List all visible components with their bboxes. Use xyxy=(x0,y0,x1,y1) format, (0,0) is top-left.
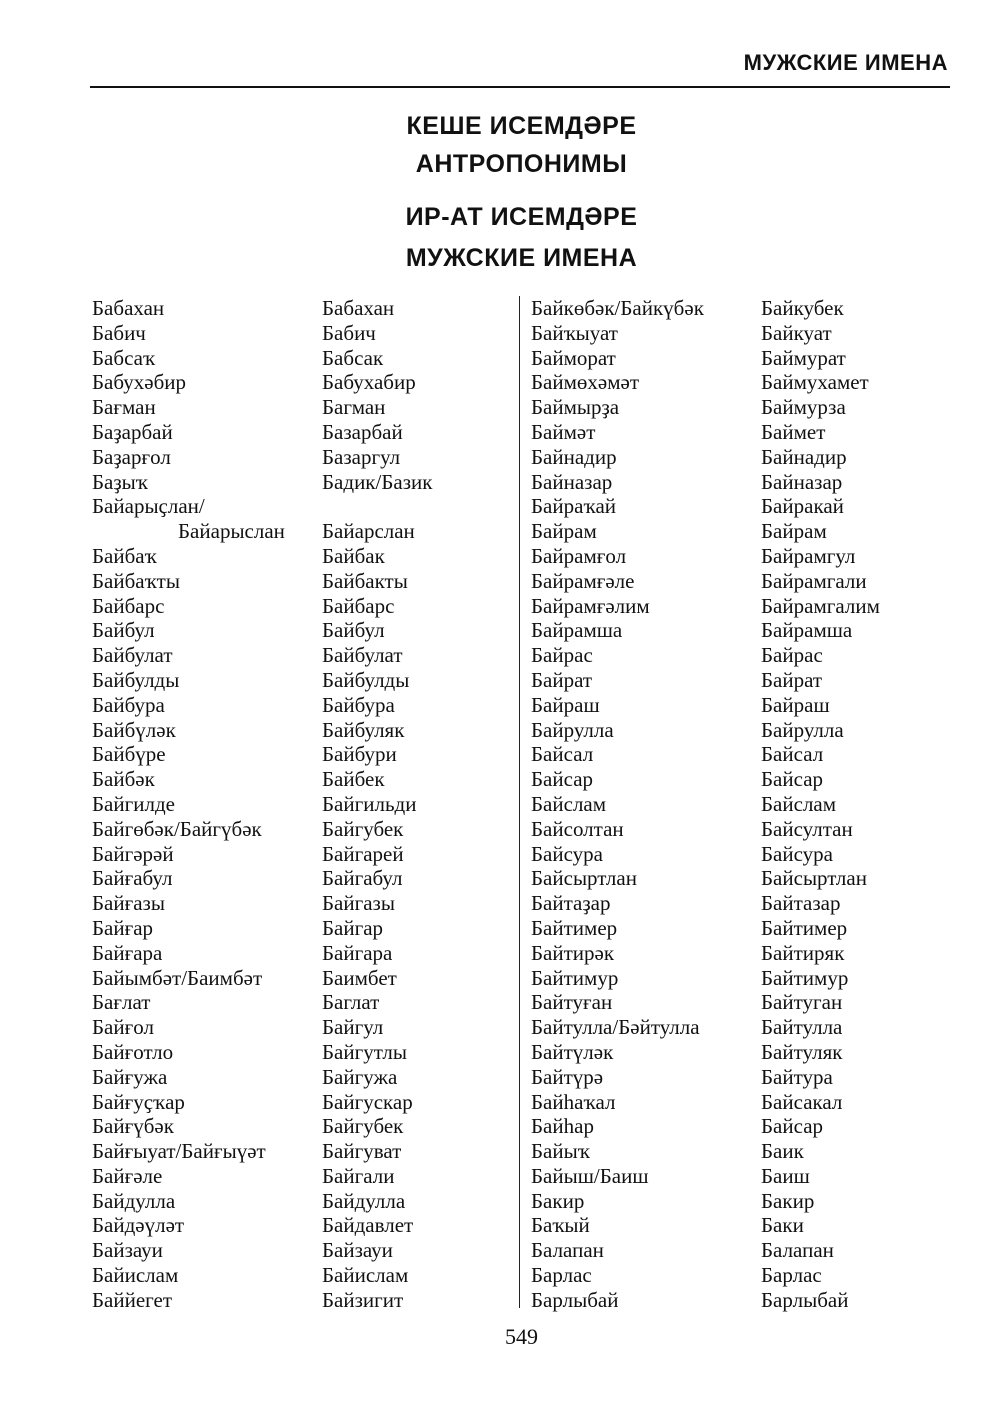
name-column-russian-left xyxy=(322,296,432,1313)
name-entry: Байтимур xyxy=(531,965,619,990)
name-entry: Байслам xyxy=(531,791,607,816)
name-entry: Байдавлет xyxy=(322,1213,414,1238)
name-entry: Баимбет xyxy=(322,965,397,990)
name-entry: Байгускар xyxy=(322,1089,413,1114)
name-entry: Бабухабир xyxy=(322,370,416,395)
name-entry: Бабич xyxy=(322,320,376,345)
name-entry: Байсолтан xyxy=(531,816,624,841)
name-entry: Байгилде xyxy=(92,791,175,816)
name-entry: Байдулла xyxy=(92,1188,176,1213)
name-entry: Байраҡай xyxy=(531,494,617,519)
name-entry: Байрам xyxy=(761,519,827,544)
name-entry: Баймурза xyxy=(761,395,846,420)
name-entry: Багман xyxy=(322,395,386,420)
name-entry: Байгубек xyxy=(322,1114,404,1139)
name-entry: Байгара xyxy=(322,940,393,965)
name-entry: Байбәк xyxy=(92,767,155,792)
name-entry: Балапан xyxy=(761,1238,834,1263)
name-entry: Базаргул xyxy=(322,444,401,469)
name-entry: Байбури xyxy=(322,742,397,767)
header-rule xyxy=(90,86,950,88)
name-entry: Байслам xyxy=(761,791,837,816)
name-entry: Байкуат xyxy=(761,320,832,345)
name-entry: Баглат xyxy=(322,990,380,1015)
page-number: 549 xyxy=(505,1324,538,1349)
section-heading-russian: МУЖСКИЕ ИМЕНА xyxy=(405,244,638,272)
name-entry: Байбек xyxy=(322,767,385,792)
name-entry: Баҡый xyxy=(531,1213,590,1238)
name-entry: Байтирәк xyxy=(531,940,615,965)
name-entry: Байкубек xyxy=(761,296,844,320)
name-entry: Байарслан xyxy=(322,519,415,544)
name-entry: Баиш xyxy=(761,1163,810,1188)
name-entry: Байрамша xyxy=(761,618,853,643)
name-entry: Байтуған xyxy=(531,990,613,1015)
name-entry: Бабахан xyxy=(322,296,395,320)
name-entry: Бағлат xyxy=(92,990,151,1015)
name-entry: Байсакал xyxy=(761,1089,843,1114)
name-entry: Баййегет xyxy=(92,1287,173,1312)
name-entry: Байтүрә xyxy=(531,1064,604,1089)
name-column-bashkir-right xyxy=(531,296,704,1313)
name-entry: Байбура xyxy=(322,692,395,717)
name-entry: Байбак xyxy=(322,543,385,568)
name-entry: Байгарей xyxy=(322,841,404,866)
name-entry: Байзигит xyxy=(322,1287,404,1312)
name-entry: Байраш xyxy=(531,692,600,717)
name-entry: Байтиряк xyxy=(761,940,845,965)
name-entry: Байрат xyxy=(531,667,593,692)
name-entry: Балапан xyxy=(531,1238,604,1263)
name-entry: Байғар xyxy=(92,915,154,940)
name-entry: Байбулат xyxy=(322,643,403,668)
name-column-bashkir-left xyxy=(92,296,285,1313)
name-entry: Байморат xyxy=(531,345,616,370)
name-entry: Баки xyxy=(761,1213,804,1238)
name-entry: Байкөбәк/Байкүбәк xyxy=(531,296,704,320)
name-entry: Байғужа xyxy=(92,1064,168,1089)
name-entry: Барлас xyxy=(761,1263,822,1288)
name-entry: Байтимер xyxy=(761,915,848,940)
name-entry: Баймет xyxy=(761,419,826,444)
name-entry: Байыш/Баиш xyxy=(531,1163,649,1188)
name-entry: Байзауи xyxy=(92,1238,163,1263)
name-entry: Байрамгул xyxy=(761,543,856,568)
name-entry: Байсыртлан xyxy=(531,866,637,891)
name-entry: Баҙыҡ xyxy=(92,469,148,494)
name-entry: Байназар xyxy=(531,469,613,494)
name-entry: Байсал xyxy=(761,742,824,767)
name-entry: Базарбай xyxy=(322,419,403,444)
name-entry: Байгар xyxy=(322,915,384,940)
name-entry: Байгәрәй xyxy=(92,841,174,866)
name-entry: Байтазар xyxy=(761,891,841,916)
column-divider xyxy=(519,296,520,1308)
name-entry: Байрас xyxy=(531,643,593,668)
name-entry: Байбүре xyxy=(92,742,166,767)
name-entry: Байрат xyxy=(761,667,823,692)
name-entry: Байдулла xyxy=(322,1188,406,1213)
name-entry: Бадик/Базик xyxy=(322,469,433,494)
name-entry: Байракай xyxy=(761,494,844,519)
title-russian: АНТРОПОНИМЫ xyxy=(415,150,628,178)
name-entry: Бакир xyxy=(761,1188,815,1213)
name-entry: Байрулла xyxy=(531,717,614,742)
name-entry: Байбаҡ xyxy=(92,543,157,568)
name-entry: Байбуляк xyxy=(322,717,405,742)
name-entry: Байгубек xyxy=(322,816,404,841)
name-entry: Байтулла xyxy=(761,1015,843,1040)
name-entry: Байсар xyxy=(761,767,824,792)
name-column-russian-right xyxy=(761,296,880,1313)
name-entry: Баймурат xyxy=(761,345,846,370)
name-entry: Байраш xyxy=(761,692,830,717)
name-entry: Байбулат xyxy=(92,643,173,668)
name-entry: Байғабул xyxy=(92,866,173,891)
name-entry: Байғүбәк xyxy=(92,1114,174,1139)
name-entry: Байтаҙар xyxy=(531,891,611,916)
name-entry: Байһаҡал xyxy=(531,1089,616,1114)
name-entry: Байислам xyxy=(92,1263,179,1288)
name-entry: Барлыбай xyxy=(761,1287,849,1312)
name-entry: Байбул xyxy=(92,618,155,643)
name-entry: Байбаҡты xyxy=(92,568,180,593)
name-entry: Бабухәбир xyxy=(92,370,187,395)
name-entry: Байсултан xyxy=(761,816,853,841)
name-entry: Байтуган xyxy=(761,990,843,1015)
name-entry: Байбакты xyxy=(322,568,408,593)
name-entry: Байбүләк xyxy=(92,717,176,742)
name-entry: Байгөбәк/Байгүбәк xyxy=(92,816,262,841)
name-entry: Байислам xyxy=(322,1263,409,1288)
name-entry: Баймырҙа xyxy=(531,395,620,420)
name-entry: Баймәт xyxy=(531,419,596,444)
name-entry: Байнадир xyxy=(531,444,617,469)
name-entry: Байгул xyxy=(322,1015,384,1040)
name-entry: Байғыуат/Байғыүәт xyxy=(92,1139,266,1164)
name-entry: Байҡыуат xyxy=(531,320,618,345)
name-entry: Барлыбай xyxy=(531,1287,619,1312)
name-entry: Байғол xyxy=(92,1015,154,1040)
name-entry: Байгильди xyxy=(322,791,417,816)
name-entry: Байнадир xyxy=(761,444,847,469)
name-entry: Байрам xyxy=(531,519,597,544)
name-entry: Байтимер xyxy=(531,915,618,940)
name-entry: Байбул xyxy=(322,618,385,643)
name-entry: Бабсаҡ xyxy=(92,345,155,370)
name-entry: Байтүләк xyxy=(531,1039,614,1064)
name-entry: Байрамгалим xyxy=(761,593,880,618)
name-entry: Байсыртлан xyxy=(761,866,867,891)
name-entry: Байрамғәле xyxy=(531,568,635,593)
name-entry: Байзауи xyxy=(322,1238,393,1263)
name-entry: Байрамша xyxy=(531,618,623,643)
name-entry: Байгабул xyxy=(322,866,403,891)
name-entry: Байарыслан xyxy=(178,519,285,544)
name-entry: Байсар xyxy=(761,1114,824,1139)
name-entry: Баҙарбай xyxy=(92,419,173,444)
name-entry: Бабахан xyxy=(92,296,165,320)
name-entry: Байсар xyxy=(531,767,594,792)
name-entry: Байсура xyxy=(531,841,603,866)
name-entry: Байыҡ xyxy=(531,1139,590,1164)
name-entry: Байғотло xyxy=(92,1039,174,1064)
name-entry: Байғәле xyxy=(92,1163,163,1188)
name-entry: Байгали xyxy=(322,1163,395,1188)
name-entry: Бабсак xyxy=(322,345,384,370)
running-head: МУЖСКИЕ ИМЕНА xyxy=(743,50,948,75)
name-entry: Байбарс xyxy=(92,593,165,618)
name-entry: Байсал xyxy=(531,742,594,767)
name-entry: Байтуляк xyxy=(761,1039,843,1064)
name-entry: Баҙарғол xyxy=(92,444,171,469)
name-entry: Байтимур xyxy=(761,965,849,990)
name-entry: Байбулды xyxy=(92,667,180,692)
name-entry: Баймөхәмәт xyxy=(531,370,640,395)
name-entry: Байгужа xyxy=(322,1064,398,1089)
name-entry: Байғара xyxy=(92,940,163,965)
name-entry: Байрулла xyxy=(761,717,844,742)
name-entry: Баик xyxy=(761,1139,804,1164)
name-entry: Байбулды xyxy=(322,667,410,692)
name-entry: Байрамғәлим xyxy=(531,593,650,618)
name-entry: Байрамғол xyxy=(531,543,627,568)
name-entry: Байгуват xyxy=(322,1139,402,1164)
name-entry: Байрас xyxy=(761,643,823,668)
name-entry: Байғуҫҡар xyxy=(92,1089,185,1114)
name-entry: Байгазы xyxy=(322,891,395,916)
name-entry: Байбарс xyxy=(322,593,395,618)
name-entry: Байтулла/Бәйтулла xyxy=(531,1015,700,1040)
section-heading-bashkir: ИР-АТ ИСЕМДӘРЕ xyxy=(405,203,638,231)
name-entry: Байымбәт/Баимбәт xyxy=(92,965,263,990)
title-bashkir: КЕШЕ ИСЕМДӘРЕ xyxy=(406,112,637,140)
name-entry: Байғазы xyxy=(92,891,165,916)
name-entry: Байарыҫлан/ xyxy=(92,494,205,519)
name-entry: Байдәүләт xyxy=(92,1213,185,1238)
name-entry: Бағман xyxy=(92,395,156,420)
name-entry: Байтура xyxy=(761,1064,833,1089)
name-entry: Байһар xyxy=(531,1114,594,1139)
name-entry: Баймухамет xyxy=(761,370,869,395)
name-entry: Байсура xyxy=(761,841,833,866)
name-entry: Бакир xyxy=(531,1188,585,1213)
name-entry: Бабич xyxy=(92,320,146,345)
name-entry: Байбура xyxy=(92,692,165,717)
name-entry: Байназар xyxy=(761,469,843,494)
name-entry xyxy=(322,494,432,519)
name-entry: Байгутлы xyxy=(322,1039,407,1064)
name-entry: Барлас xyxy=(531,1263,592,1288)
name-entry: Байрамгали xyxy=(761,568,867,593)
